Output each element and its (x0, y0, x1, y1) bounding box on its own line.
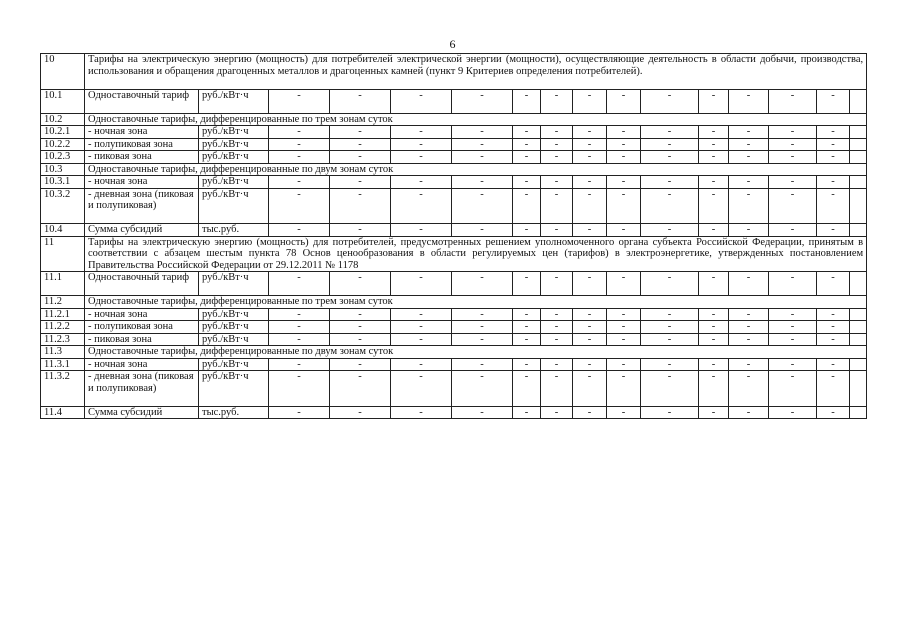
table-row (41, 321, 867, 334)
row-name: Сумма субсидий (85, 224, 199, 237)
value-cell: - (452, 224, 513, 237)
table-row (41, 151, 867, 164)
empty-cell (850, 333, 867, 346)
value-cell: - (699, 308, 729, 321)
value-cell: - (391, 308, 452, 321)
value-cell: - (607, 333, 641, 346)
value-cell: - (817, 308, 850, 321)
row-code: 11.1 (41, 272, 85, 296)
value-cell: - (699, 151, 729, 164)
page-number: 6 (449, 37, 456, 51)
value-cell: - (391, 406, 452, 419)
value-cell: - (769, 89, 817, 113)
value-cell: - (729, 224, 769, 237)
value-cell: - (541, 272, 573, 296)
subsection-title: Одноставочные тарифы, дифференцированные по трем зонам суток (85, 113, 867, 126)
value-cell: - (699, 371, 729, 407)
row-code: 10.2.3 (41, 151, 85, 164)
value-cell: - (452, 188, 513, 224)
value-cell: - (729, 126, 769, 139)
value-cell: - (330, 371, 391, 407)
value-cell: - (769, 406, 817, 419)
row-code: 10.4 (41, 224, 85, 237)
value-cell: - (330, 151, 391, 164)
empty-cell (850, 224, 867, 237)
row-unit: руб./кВт·ч (199, 188, 269, 224)
value-cell: - (513, 151, 541, 164)
value-cell: - (330, 358, 391, 371)
value-cell: - (452, 138, 513, 151)
table-row (41, 371, 867, 407)
row-code: 11.2 (41, 296, 85, 309)
value-cell: - (573, 224, 607, 237)
value-cell: - (817, 151, 850, 164)
row-code: 10.3 (41, 163, 85, 176)
value-cell: - (269, 151, 330, 164)
value-cell: - (817, 321, 850, 334)
value-cell: - (573, 89, 607, 113)
value-cell: - (541, 308, 573, 321)
value-cell: - (330, 138, 391, 151)
value-cell: - (817, 126, 850, 139)
value-cell: - (269, 138, 330, 151)
value-cell: - (817, 224, 850, 237)
table-row (41, 272, 867, 296)
value-cell: - (513, 321, 541, 334)
table-row (41, 126, 867, 139)
value-cell: - (391, 321, 452, 334)
value-cell: - (641, 151, 699, 164)
section-title: Тарифы на электрическую энергию (мощность) для потребителей, предусмотренных решением уполномоченного органа субъекта Российской Федерации, принятым в соответствии с абзацем шестым пункта 78 Основ ценообразования в области регулируемых цен (тарифов) в электроэнергетике, утвержденных постановлением Правительства Российской Федерации от 29.12.2011 № 1178 (85, 236, 867, 272)
value-cell: - (699, 126, 729, 139)
value-cell: - (452, 151, 513, 164)
value-cell: - (573, 371, 607, 407)
value-cell: - (641, 224, 699, 237)
value-cell: - (641, 126, 699, 139)
value-cell: - (391, 126, 452, 139)
value-cell: - (391, 188, 452, 224)
empty-cell (850, 188, 867, 224)
value-cell: - (699, 89, 729, 113)
value-cell: - (541, 151, 573, 164)
row-unit: тыс.руб. (199, 406, 269, 419)
row-code: 10.2.2 (41, 138, 85, 151)
value-cell: - (641, 308, 699, 321)
value-cell: - (573, 126, 607, 139)
empty-cell (850, 321, 867, 334)
value-cell: - (269, 333, 330, 346)
row-code: 11.2.3 (41, 333, 85, 346)
value-cell: - (269, 272, 330, 296)
value-cell: - (699, 138, 729, 151)
value-cell: - (641, 138, 699, 151)
table-row (41, 236, 867, 272)
value-cell: - (513, 188, 541, 224)
empty-cell (850, 358, 867, 371)
table-row (41, 113, 867, 126)
value-cell: - (573, 406, 607, 419)
value-cell: - (641, 89, 699, 113)
row-name: - дневная зона (пиковая и полупиковая) (85, 188, 199, 224)
value-cell: - (452, 272, 513, 296)
value-cell: - (641, 272, 699, 296)
value-cell: - (330, 176, 391, 189)
value-cell: - (452, 176, 513, 189)
value-cell: - (541, 358, 573, 371)
table-row (41, 358, 867, 371)
value-cell: - (513, 371, 541, 407)
value-cell: - (513, 138, 541, 151)
value-cell: - (330, 224, 391, 237)
value-cell: - (391, 151, 452, 164)
value-cell: - (729, 333, 769, 346)
value-cell: - (607, 272, 641, 296)
row-name: - полупиковая зона (85, 138, 199, 151)
value-cell: - (607, 176, 641, 189)
value-cell: - (452, 126, 513, 139)
table-row (41, 89, 867, 113)
table-row (41, 163, 867, 176)
row-code: 10.2 (41, 113, 85, 126)
value-cell: - (607, 151, 641, 164)
value-cell: - (513, 89, 541, 113)
row-name: Одноставочный тариф (85, 272, 199, 296)
value-cell: - (817, 272, 850, 296)
table-row (41, 296, 867, 309)
table-row (41, 333, 867, 346)
value-cell: - (699, 358, 729, 371)
value-cell: - (769, 371, 817, 407)
empty-cell (850, 151, 867, 164)
value-cell: - (607, 308, 641, 321)
value-cell: - (641, 358, 699, 371)
value-cell: - (391, 176, 452, 189)
value-cell: - (769, 188, 817, 224)
value-cell: - (607, 138, 641, 151)
row-name: Одноставочный тариф (85, 89, 199, 113)
value-cell: - (769, 224, 817, 237)
value-cell: - (391, 371, 452, 407)
value-cell: - (729, 371, 769, 407)
row-unit: руб./кВт·ч (199, 89, 269, 113)
table-row (41, 224, 867, 237)
value-cell: - (769, 272, 817, 296)
value-cell: - (641, 321, 699, 334)
value-cell: - (607, 188, 641, 224)
row-unit: руб./кВт·ч (199, 371, 269, 407)
value-cell: - (769, 358, 817, 371)
value-cell: - (817, 371, 850, 407)
row-name: - ночная зона (85, 358, 199, 371)
row-unit: руб./кВт·ч (199, 138, 269, 151)
value-cell: - (330, 272, 391, 296)
row-code: 11 (41, 236, 85, 272)
value-cell: - (607, 406, 641, 419)
value-cell: - (729, 321, 769, 334)
value-cell: - (541, 188, 573, 224)
value-cell: - (513, 358, 541, 371)
value-cell: - (269, 188, 330, 224)
value-cell: - (729, 358, 769, 371)
value-cell: - (729, 89, 769, 113)
value-cell: - (330, 89, 391, 113)
row-unit: руб./кВт·ч (199, 321, 269, 334)
value-cell: - (452, 89, 513, 113)
table-row (41, 308, 867, 321)
value-cell: - (817, 188, 850, 224)
value-cell: - (541, 406, 573, 419)
empty-cell (850, 272, 867, 296)
value-cell: - (641, 406, 699, 419)
value-cell: - (452, 321, 513, 334)
value-cell: - (269, 89, 330, 113)
value-cell: - (541, 138, 573, 151)
value-cell: - (391, 272, 452, 296)
value-cell: - (769, 138, 817, 151)
row-name: - пиковая зона (85, 151, 199, 164)
row-unit: руб./кВт·ч (199, 176, 269, 189)
value-cell: - (330, 321, 391, 334)
empty-cell (850, 371, 867, 407)
value-cell: - (269, 371, 330, 407)
value-cell: - (729, 176, 769, 189)
value-cell: - (330, 308, 391, 321)
row-unit: руб./кВт·ч (199, 358, 269, 371)
value-cell: - (641, 371, 699, 407)
value-cell: - (330, 126, 391, 139)
value-cell: - (607, 371, 641, 407)
value-cell: - (699, 176, 729, 189)
row-code: 10.1 (41, 89, 85, 113)
value-cell: - (699, 224, 729, 237)
value-cell: - (699, 406, 729, 419)
table-row (41, 54, 867, 90)
value-cell: - (573, 272, 607, 296)
value-cell: - (269, 358, 330, 371)
row-name: - ночная зона (85, 126, 199, 139)
value-cell: - (641, 333, 699, 346)
empty-cell (850, 308, 867, 321)
row-name: - пиковая зона (85, 333, 199, 346)
value-cell: - (513, 176, 541, 189)
empty-cell (850, 406, 867, 419)
value-cell: - (330, 406, 391, 419)
section-title: Тарифы на электрическую энергию (мощность) для потребителей электрической энергии (мощности), осуществляющие деятельность в области добычи, производства, использования и обращения драгоценных металлов и драгоценных камней (пункт 9 Критериев определения потребителей). (85, 54, 867, 90)
value-cell: - (573, 358, 607, 371)
value-cell: - (699, 321, 729, 334)
value-cell: - (769, 176, 817, 189)
value-cell: - (729, 272, 769, 296)
value-cell: - (513, 224, 541, 237)
subsection-title: Одноставочные тарифы, дифференцированные по трем зонам суток (85, 296, 867, 309)
value-cell: - (729, 138, 769, 151)
value-cell: - (699, 333, 729, 346)
table-row (41, 406, 867, 419)
row-code: 11.3.1 (41, 358, 85, 371)
value-cell: - (391, 224, 452, 237)
empty-cell (850, 126, 867, 139)
value-cell: - (699, 272, 729, 296)
value-cell: - (541, 333, 573, 346)
value-cell: - (330, 333, 391, 346)
value-cell: - (269, 321, 330, 334)
row-code: 10 (41, 54, 85, 90)
row-unit: руб./кВт·ч (199, 126, 269, 139)
value-cell: - (573, 308, 607, 321)
value-cell: - (513, 126, 541, 139)
value-cell: - (573, 321, 607, 334)
value-cell: - (452, 371, 513, 407)
value-cell: - (817, 176, 850, 189)
row-code: 11.3 (41, 346, 85, 359)
value-cell: - (729, 188, 769, 224)
subsection-title: Одноставочные тарифы, дифференцированные по двум зонам суток (85, 346, 867, 359)
row-unit: руб./кВт·ч (199, 308, 269, 321)
row-code: 11.2.2 (41, 321, 85, 334)
value-cell: - (269, 224, 330, 237)
value-cell: - (391, 358, 452, 371)
value-cell: - (607, 126, 641, 139)
row-code: 11.2.1 (41, 308, 85, 321)
value-cell: - (573, 333, 607, 346)
row-code: 10.3.2 (41, 188, 85, 224)
empty-cell (850, 176, 867, 189)
value-cell: - (607, 358, 641, 371)
value-cell: - (541, 371, 573, 407)
value-cell: - (641, 188, 699, 224)
value-cell: - (452, 406, 513, 419)
row-unit: руб./кВт·ч (199, 272, 269, 296)
value-cell: - (541, 176, 573, 189)
table-row (41, 176, 867, 189)
value-cell: - (269, 126, 330, 139)
value-cell: - (391, 89, 452, 113)
value-cell: - (269, 176, 330, 189)
value-cell: - (729, 308, 769, 321)
value-cell: - (729, 151, 769, 164)
value-cell: - (452, 308, 513, 321)
value-cell: - (330, 188, 391, 224)
value-cell: - (513, 272, 541, 296)
row-code: 11.4 (41, 406, 85, 419)
value-cell: - (607, 224, 641, 237)
value-cell: - (541, 89, 573, 113)
value-cell: - (452, 358, 513, 371)
value-cell: - (573, 138, 607, 151)
value-cell: - (817, 406, 850, 419)
value-cell: - (452, 333, 513, 346)
row-name: - дневная зона (пиковая и полупиковая) (85, 371, 199, 407)
value-cell: - (391, 138, 452, 151)
value-cell: - (269, 308, 330, 321)
value-cell: - (769, 333, 817, 346)
value-cell: - (817, 89, 850, 113)
table-row (41, 138, 867, 151)
value-cell: - (607, 321, 641, 334)
value-cell: - (541, 126, 573, 139)
value-cell: - (769, 126, 817, 139)
value-cell: - (269, 406, 330, 419)
value-cell: - (573, 188, 607, 224)
value-cell: - (573, 151, 607, 164)
value-cell: - (541, 321, 573, 334)
row-unit: руб./кВт·ч (199, 151, 269, 164)
value-cell: - (769, 321, 817, 334)
table-row (41, 346, 867, 359)
table-row (41, 188, 867, 224)
value-cell: - (641, 176, 699, 189)
value-cell: - (699, 188, 729, 224)
value-cell: - (817, 333, 850, 346)
row-unit: руб./кВт·ч (199, 333, 269, 346)
row-name: Сумма субсидий (85, 406, 199, 419)
value-cell: - (513, 308, 541, 321)
row-code: 11.3.2 (41, 371, 85, 407)
value-cell: - (817, 358, 850, 371)
tariff-table (40, 53, 867, 419)
row-name: - полупиковая зона (85, 321, 199, 334)
value-cell: - (513, 406, 541, 419)
empty-cell (850, 89, 867, 113)
value-cell: - (817, 138, 850, 151)
value-cell: - (607, 89, 641, 113)
value-cell: - (391, 333, 452, 346)
row-name: - ночная зона (85, 308, 199, 321)
value-cell: - (769, 151, 817, 164)
row-unit: тыс.руб. (199, 224, 269, 237)
value-cell: - (573, 176, 607, 189)
row-name: - ночная зона (85, 176, 199, 189)
empty-cell (850, 138, 867, 151)
row-code: 10.3.1 (41, 176, 85, 189)
value-cell: - (541, 224, 573, 237)
value-cell: - (769, 308, 817, 321)
value-cell: - (729, 406, 769, 419)
row-code: 10.2.1 (41, 126, 85, 139)
subsection-title: Одноставочные тарифы, дифференцированные по двум зонам суток (85, 163, 867, 176)
value-cell: - (513, 333, 541, 346)
